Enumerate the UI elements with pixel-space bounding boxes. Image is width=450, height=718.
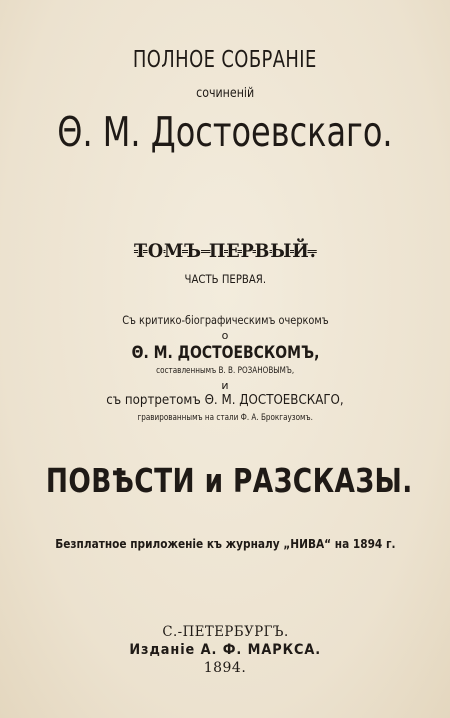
imprint-city: С.-ПЕТЕРБУРГЪ. — [161, 624, 289, 640]
works-subheading: сочиненій — [195, 86, 255, 101]
portrait-line: съ портретомъ Θ. М. ДОСТОЕВСКАГО, — [106, 392, 344, 408]
engraver-line: гравированнымъ на стали Ф. А. Брокгаузомъ. — [137, 413, 313, 423]
part-heading: ЧАСТЬ ПЕРВАЯ. — [184, 272, 266, 286]
about-word: о — [221, 329, 229, 342]
imprint-publisher: Изданіе А. Ф. МАРКСА. — [129, 642, 321, 658]
supplement-line: Безплатное приложеніе къ журналу „НИВА“ на 1894 г. — [54, 537, 396, 551]
essay-subject: Θ. М. ДОСТОЕВСКОМЪ, — [131, 343, 319, 363]
essay-line: Съ критико-біографическимъ очеркомъ — [121, 313, 329, 327]
imprint-year: 1894. — [203, 660, 247, 676]
work-title: ПОВѢСТИ и РАЗСКАЗЫ. — [45, 461, 413, 500]
and-word: и — [221, 379, 229, 392]
author-name: Θ. М. Достоевскаго. — [57, 108, 393, 156]
collection-heading: ПОЛНОЕ СОБРАНІЕ — [133, 47, 317, 73]
volume-heading: ТОМЪ ПЕРВЫЙ. — [133, 240, 317, 262]
essay-author-line: составленнымъ В. В. РОЗАНОВЫМЪ, — [155, 366, 295, 376]
